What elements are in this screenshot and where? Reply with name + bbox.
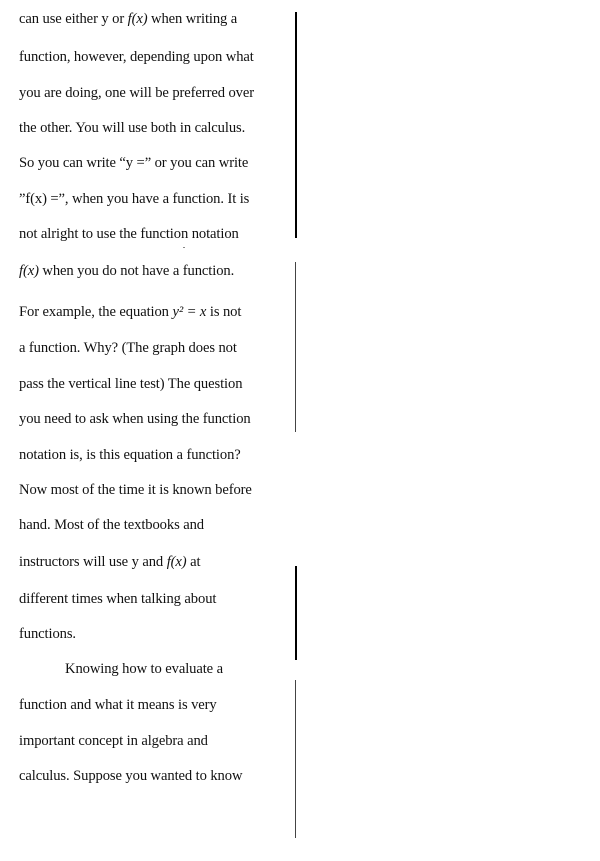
text-line-13: notation is, is this equation a function? bbox=[19, 447, 241, 463]
text-line-2: function, however, depending upon what bbox=[19, 49, 254, 65]
text-line-20: function and what it means is very bbox=[19, 697, 217, 713]
text-line-11: pass the vertical line test) The question bbox=[19, 376, 243, 392]
column-divider bbox=[295, 680, 296, 838]
column-divider bbox=[295, 262, 296, 432]
text-line-17: different times when talking about bbox=[19, 591, 217, 607]
text-line-22: calculus. Suppose you wanted to know bbox=[19, 768, 243, 784]
text-line-3: you are doing, one will be preferred over bbox=[19, 85, 254, 101]
text-line-5: So you can write “y =” or you can write bbox=[19, 155, 249, 171]
text-line-15: hand. Most of the textbooks and bbox=[19, 517, 204, 533]
scan-speck bbox=[183, 247, 185, 248]
math-f-of-x: f(x) bbox=[127, 11, 148, 27]
text-line-8: f(x) when you do not have a function. bbox=[19, 263, 235, 279]
text-line-21: important concept in algebra and bbox=[19, 733, 208, 749]
math-y-squared-equals-x: y² = x bbox=[172, 304, 207, 320]
text-line-7: not alright to use the function notation bbox=[19, 226, 239, 242]
text-line-18: functions. bbox=[19, 626, 76, 642]
text-line-16: instructors will use y and f(x) at bbox=[19, 554, 201, 570]
text-line-6: ”f(x) =”, when you have a function. It is bbox=[19, 191, 250, 207]
column-divider bbox=[295, 566, 297, 660]
text-line-1: can use either y or f(x) when writing a bbox=[19, 11, 238, 27]
text-line-12: you need to ask when using the function bbox=[19, 411, 251, 427]
column-divider bbox=[295, 12, 297, 238]
text-line-4: the other. You will use both in calculus. bbox=[19, 120, 246, 136]
text-line-19: Knowing how to evaluate a bbox=[65, 661, 223, 677]
text-line-9: For example, the equation y² = x is not bbox=[19, 304, 242, 320]
math-f-of-x: f(x) bbox=[19, 263, 39, 279]
math-f-of-x: f(x) bbox=[166, 554, 187, 570]
text-line-10: a function. Why? (The graph does not bbox=[19, 340, 237, 356]
text-line-14: Now most of the time it is known before bbox=[19, 482, 252, 498]
